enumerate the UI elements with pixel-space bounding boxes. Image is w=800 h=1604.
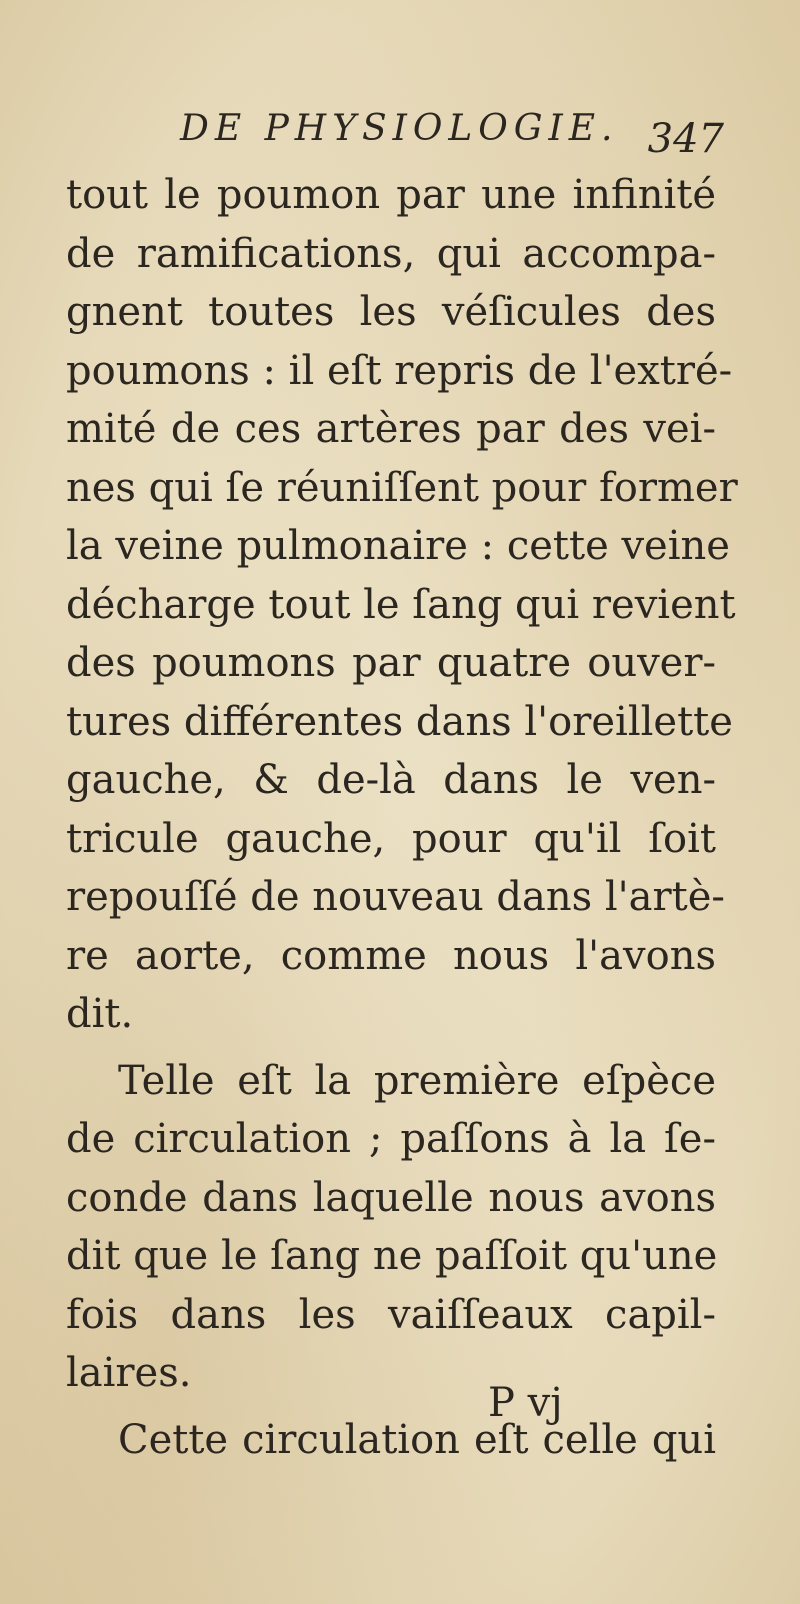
text-line: la veine pulmonaire : cette veine: [66, 523, 730, 569]
page-number: 347: [647, 116, 724, 162]
text-line: dit.: [66, 991, 134, 1037]
signature-mark: P vj: [488, 1380, 563, 1426]
text-line: Telle eſt la première eſpèce: [118, 1057, 716, 1104]
text-line: gauche, & de-là dans le ven-: [66, 757, 716, 803]
text-line: nes qui ſe réuniſſent pour former: [66, 464, 738, 511]
text-line: mité de ces artères par des vei-: [66, 406, 716, 452]
text-line: poumons : il eſt repris de l'extré-: [66, 347, 733, 394]
text-line: repouſſé de nouveau dans l'artè-: [66, 874, 725, 920]
text-line: des poumons par quatre ouver-: [66, 640, 716, 686]
text-line: tricule gauche, pour qu'il ſoit: [66, 815, 716, 862]
text-line: laires.: [66, 1350, 192, 1396]
text-line: décharge tout le ſang qui revient: [66, 581, 736, 628]
page-header: [120, 104, 760, 164]
running-head: DE PHYSIOLOGIE.: [180, 108, 619, 149]
text-line: fois dans les vaiſſeaux capil-: [66, 1291, 716, 1338]
body-text: [66, 166, 738, 1469]
text-line: dit que le ſang ne paſſoit qu'une: [66, 1233, 718, 1279]
text-line: tout le poumon par une infinité: [66, 172, 716, 218]
text-line: re aorte, comme nous l'avons: [66, 932, 716, 979]
text-line: Cette circulation eſt celle qui: [118, 1416, 716, 1463]
text-line: de circulation ; paſſons à la ſe-: [66, 1116, 716, 1162]
text-line: conde dans laquelle nous avons: [66, 1174, 716, 1221]
text-line: tures différentes dans l'oreillette: [66, 698, 733, 745]
text-line: de ramifications, qui accompa-: [66, 230, 716, 277]
text-line: gnent toutes les véſicules des: [66, 289, 716, 335]
